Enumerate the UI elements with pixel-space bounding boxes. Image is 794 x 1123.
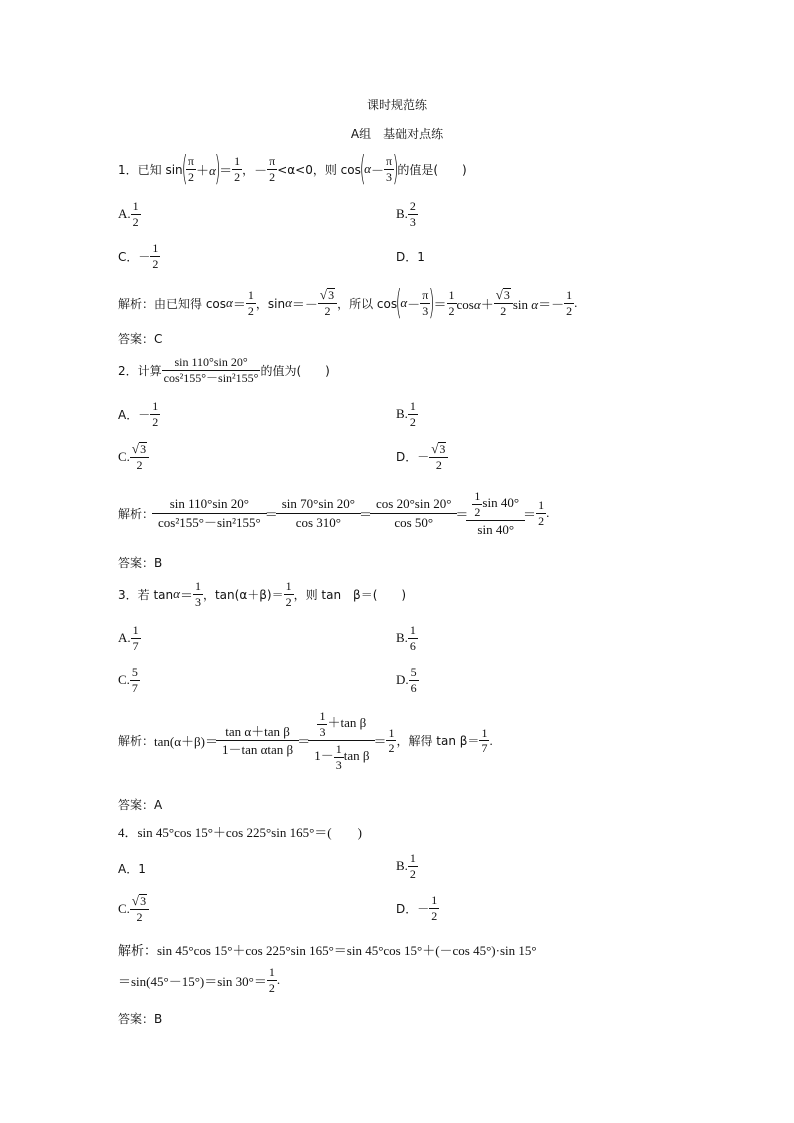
- q4-analysis-line2: ＝sin(45°－15°)＝sin 30°＝ 1 2 .: [118, 965, 281, 995]
- frac: π 2: [269, 153, 276, 184]
- q4-analysis-line1: 解析：sin 45°cos 15°＋cos 225°sin 165°＝sin 45°cos 15°＋(－cos 45°)·sin 15°: [118, 943, 537, 958]
- paren-right: ): [214, 149, 221, 189]
- page-title: 课时规范练: [366, 98, 427, 112]
- q1-answer: 答案：C: [118, 332, 163, 346]
- q2-option-a[interactable]: A．－ 1 2: [118, 399, 159, 429]
- paren-left: (: [181, 149, 188, 189]
- section-title: A组 基础对点练: [350, 127, 444, 141]
- q2-analysis: 解析： sin 110°sin 20° cos²155°－sin²155° ＝ sin 70°sin 20° cos 310° ＝ cos 20°sin 20° cos 50° ＝ $\frac{1}{2}$ sin 40° sin 40° ＝ 1 2 .: [118, 489, 550, 538]
- q1-option-a[interactable]: A. 1 2: [118, 199, 139, 229]
- q1-option-c[interactable]: C．－ 1 2: [118, 241, 159, 271]
- q3-answer: 答案：A: [118, 798, 163, 812]
- q4-option-a[interactable]: A．1: [118, 862, 146, 876]
- q3-stem: 3．若 tan α ＝ 1 3 ，tan(α＋β)＝ 1 2 ，则 tan β＝( ): [118, 579, 407, 609]
- q2-stem: 2．计算 sin 110°sin 20° cos²155°－sin²155° 的值为( ): [118, 355, 330, 385]
- q4-stem: 4．sin 45°cos 15°＋cos 225°sin 165°＝( ): [118, 825, 362, 840]
- q4-option-b[interactable]: B. 1 2: [396, 851, 416, 881]
- q3-option-d[interactable]: D. 5 6: [396, 665, 417, 695]
- q4-option-d[interactable]: D．－ 1 2: [396, 893, 438, 923]
- frac: 1 2: [234, 153, 241, 184]
- q1-analysis: 解析： 由已知得 cos α ＝ 1 2 ，sin α ＝－ √ 3 2 ，所以 cos ( α － π 3 ) ＝ 1 2 cosα＋ √ 3 2 sin α＝－ 1 2 .: [118, 283, 578, 323]
- q2-option-d[interactable]: D．－ √ 3 2: [396, 442, 448, 471]
- q4-answer: 答案：B: [118, 1012, 163, 1026]
- q3-option-c[interactable]: C. 5 7: [118, 665, 138, 695]
- frac: π 2: [187, 153, 194, 184]
- q1-stem: 1．已知 sin ( π 2 ＋α ) ＝ 1 2 ， － π 2 <α<0，则 cos ( α － π 3 ) 的值是( ): [118, 149, 467, 189]
- q3-option-a[interactable]: A. 1 7: [118, 623, 139, 653]
- q4-option-c[interactable]: C. √ 3 2: [118, 894, 149, 923]
- q1-option-b[interactable]: B. 2 3: [396, 199, 416, 229]
- q2-option-b[interactable]: B. 1 2: [396, 399, 416, 429]
- q2-option-c[interactable]: C. √ 3 2: [118, 442, 149, 471]
- q3-analysis: 解析： tan(α＋β)＝ tan α＋tan β 1－tan αtan β ＝ $\frac{1}{3}$ ＋tan β 1－ $\frac{1}{3}$ tan β ＝ 1 2 ，解得 tan β＝ 1 7 .: [118, 709, 493, 772]
- q3-option-b[interactable]: B. 1 6: [396, 623, 416, 653]
- q2-answer: 答案：B: [118, 556, 163, 570]
- q1-option-d[interactable]: D．1: [396, 250, 425, 264]
